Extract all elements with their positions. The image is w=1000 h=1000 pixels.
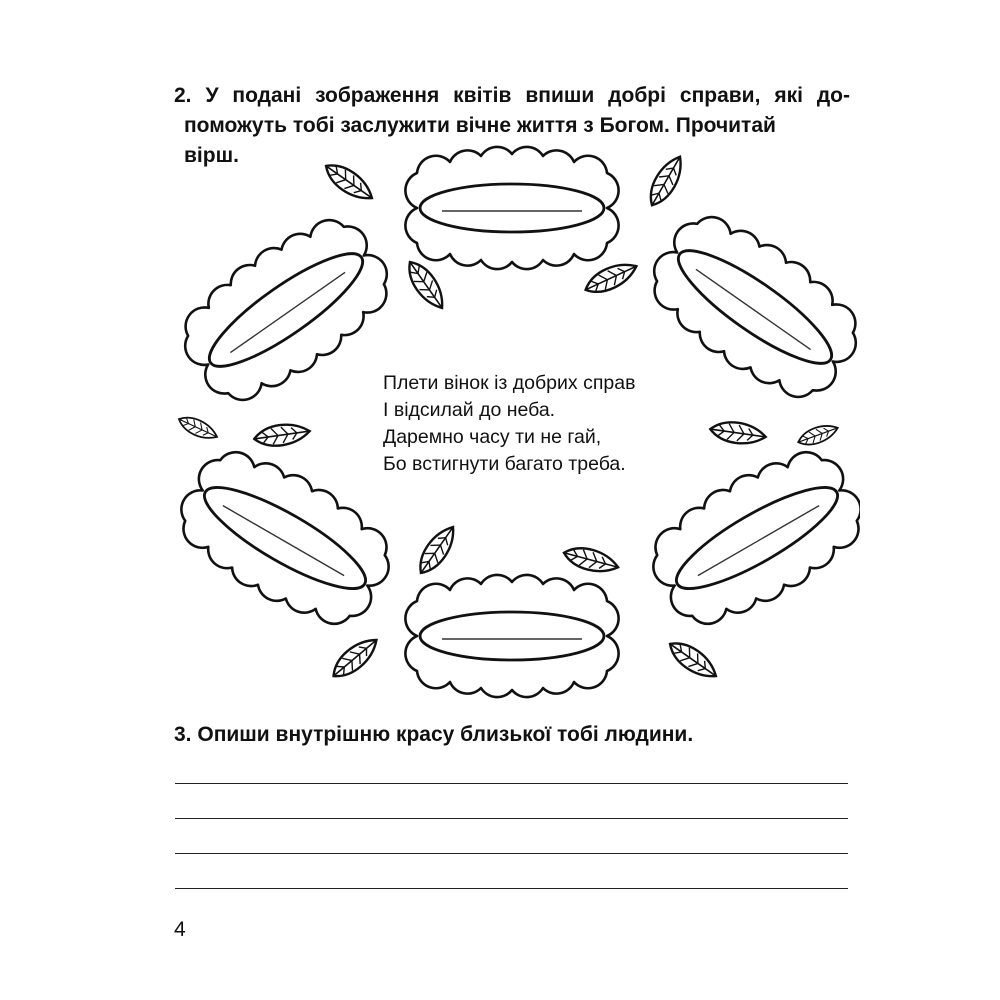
leaf-1: [320, 158, 377, 207]
poem: [383, 370, 635, 478]
flower-top: [405, 147, 618, 269]
task-2-line-3: вірш.: [184, 144, 239, 167]
task-3-number: 3.: [174, 723, 192, 746]
poem-line-1: Плети вінок із добрих справ: [383, 372, 636, 394]
writing-line-2[interactable]: [175, 818, 848, 819]
flower-upper-right: [633, 196, 860, 418]
leaf-2: [643, 152, 689, 211]
leaf-7: [709, 419, 767, 447]
leaf-8: [796, 421, 841, 450]
writing-line-4[interactable]: [175, 888, 848, 889]
leaf-3: [402, 256, 451, 313]
poem-line-4: Бо встигнути багато треба.: [383, 453, 626, 475]
flower-lower-left: [170, 432, 408, 644]
writing-line-3[interactable]: [175, 853, 848, 854]
leaf-12: [664, 636, 721, 685]
poem-line-2: І відсилай до неба.: [383, 399, 556, 421]
leaf-5: [176, 412, 220, 444]
leaf-11: [327, 632, 383, 684]
task-3-text: Опиши внутрішню красу близької тобі людини.: [197, 723, 694, 746]
task-2-line-1: [174, 81, 850, 111]
leaf-9: [413, 521, 462, 578]
task-2-text-1: У подані зображення квітів впиши добрі справи, які до-: [205, 84, 850, 107]
flower-upper-left: [170, 199, 408, 421]
leaf-6: [253, 421, 311, 449]
flower-lower-right: [634, 432, 860, 644]
writing-line-1[interactable]: [175, 783, 848, 784]
task-3-instruction: [174, 720, 693, 750]
task-2-number: 2.: [174, 84, 192, 107]
poem-line-3: Даремно часу ти не гай,: [383, 426, 602, 448]
leaf-4: [581, 257, 640, 299]
flower-bottom: [405, 575, 618, 697]
task-2-line-2: поможуть тобі заслужити вічне життя з Богом. Прочитай: [184, 114, 776, 137]
leaf-10: [561, 543, 620, 577]
page-number: 4: [174, 918, 186, 941]
